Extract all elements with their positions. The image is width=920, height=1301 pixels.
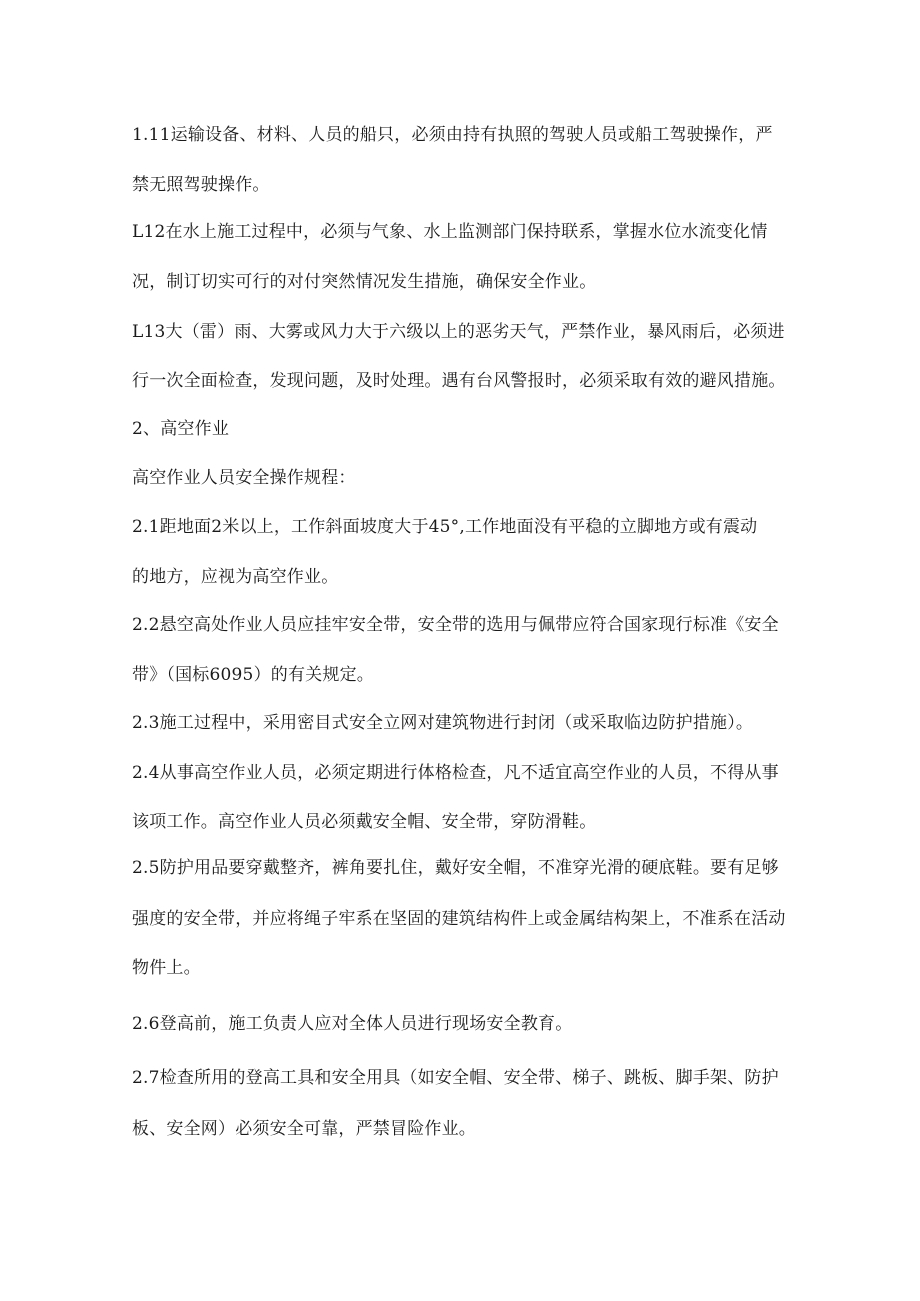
- text-line: 强度的安全带，并应将绳子牢系在坚固的建筑结构件上或金属结构架上，不准系在活动: [132, 909, 786, 929]
- text-line: 带》（国标6095）的有关规定。: [132, 665, 374, 685]
- section-heading: 2、高空作业: [132, 419, 230, 439]
- text-line: 物件上。: [132, 958, 201, 978]
- text-line: 1.11运输设备、材料、人员的船只，必须由持有执照的驾驶人员或船工驾驶操作，严: [132, 125, 773, 145]
- text-line: 况，制订切实可行的对付突然情况发生措施，确保安全作业。: [132, 272, 597, 292]
- text-line: 板、安全网）必须安全可靠，严禁冒险作业。: [132, 1119, 476, 1139]
- text-line: 2.4从事高空作业人员，必须定期进行体格检查，凡不适宜高空作业的人员，不得从事: [132, 763, 779, 783]
- text-line: 2.6登高前，施工负责人应对全体人员进行现场安全教育。: [132, 1014, 573, 1034]
- text-line: 2.1距地面2米以上，工作斜面坡度大于45°,工作地面没有平稳的立脚地方或有震动: [132, 517, 758, 537]
- text-line: 2.7检查所用的登高工具和安全用具（如安全帽、安全带、梯子、跳板、脚手架、防护: [132, 1068, 779, 1088]
- text-line: 禁无照驾驶操作。: [132, 175, 270, 195]
- text-line: 的地方，应视为高空作业。: [132, 567, 339, 587]
- text-line: L13大（雷）雨、大雾或风力大于六级以上的恶劣天气，严禁作业，暴风雨后，必须进: [132, 322, 785, 342]
- text-line: 高空作业人员安全操作规程：: [132, 468, 356, 488]
- text-line: 2.2悬空高处作业人员应挂牢安全带，安全带的选用与佩带应符合国家现行标准《安全: [132, 615, 779, 635]
- text-line: 该项工作。高空作业人员必须戴安全帽、安全带，穿防滑鞋。: [132, 812, 597, 832]
- text-line: 2.5防护用品要穿戴整齐，裤角要扎住，戴好安全帽，不准穿光滑的硬底鞋。要有足够: [132, 858, 779, 878]
- text-line: L12在水上施工过程中，必须与气象、水上监测部门保持联系，掌握水位水流变化情: [132, 222, 768, 242]
- text-line: 2.3施工过程中，采用密目式安全立网对建筑物进行封闭（或采取临边防护措施）。: [132, 713, 754, 733]
- text-line: 行一次全面检查，发现问题，及时处理。遇有台风警报时，必须采取有效的避风措施。: [132, 371, 786, 391]
